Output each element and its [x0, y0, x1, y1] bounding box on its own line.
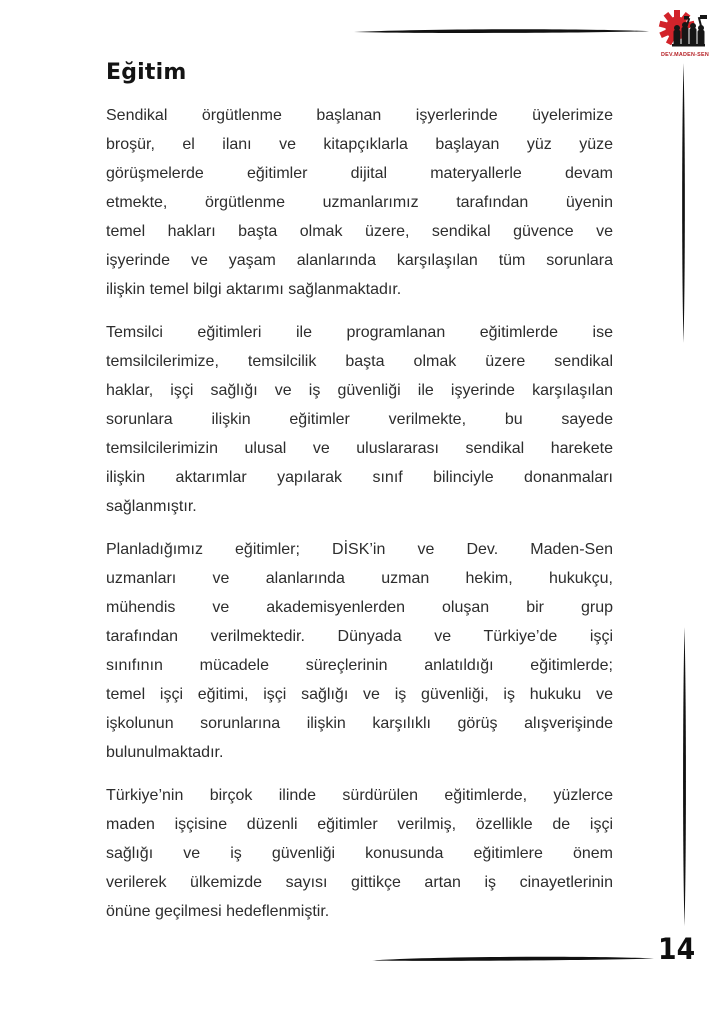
text-line: broşür, el ilanı ve kitapçıklarla başlayan yüz yüze — [106, 136, 613, 153]
text-line: bulunulmaktadır. — [106, 744, 224, 761]
text-line: verilerek ülkemizde sayısı gittikçe artan iş cinayetlerinin — [106, 874, 613, 891]
paragraph-3 — [106, 535, 613, 767]
text-line: sorunlara ilişkin eğitimler verilmekte, bu sayede — [106, 411, 613, 428]
text-line: etmekte, örgütlenme uzmanlarımız tarafından üyenin — [106, 194, 613, 211]
text-line: ilişkin temel bilgi aktarımı sağlanmaktadır. — [106, 281, 402, 298]
text-line: uzmanları ve alanlarında uzman hekim, hukukçu, — [106, 570, 613, 587]
paragraph-4 — [106, 781, 613, 926]
text-line: temel hakları başta olmak üzere, sendikal güvence ve — [106, 223, 613, 240]
text-line: Planladığımız eğitimler; DİSK’in ve Dev. Maden-Sen — [106, 541, 613, 558]
union-gear-workers-icon — [656, 6, 714, 60]
text-line: işkolunun sorunlarına ilişkin karşılıklı görüş alışverişinde — [106, 715, 613, 732]
paragraph-2 — [106, 318, 613, 521]
text-line: sağlığı ve iş güvenliği konusunda eğitimlere önem — [106, 845, 613, 862]
logo-caption: DEV.MADEN-SEN — [661, 52, 709, 58]
text-column — [106, 58, 613, 940]
paragraph-1 — [106, 101, 613, 304]
bottom-rule-stroke — [371, 954, 655, 963]
text-line: sağlanmıştır. — [106, 498, 197, 515]
text-line: mühendis ve akademisyenlerden oluşan bir grup — [106, 599, 613, 616]
page-title: Eğitim — [106, 60, 187, 85]
top-rule-stroke — [353, 27, 650, 35]
dev-maden-sen-logo — [656, 6, 714, 60]
page-number: 14 — [658, 932, 696, 966]
text-line: temsilcilerimizin ulusal ve uluslararası sendikal harekete — [106, 440, 613, 457]
text-line: Sendikal örgütlenme başlanan işyerlerinde üyelerimize — [106, 107, 613, 124]
text-line: Türkiye’nin birçok ilinde sürdürülen eğitimlerde, yüzlerce — [106, 787, 613, 804]
text-line: işyerinde ve yaşam alanlarında karşılaşılan tüm sorunlara — [106, 252, 613, 269]
text-line: maden işçisine düzenli eğitimler verilmiş, özellikle de işçi — [106, 816, 613, 833]
text-line: haklar, işçi sağlığı ve iş güvenliği ile işyerinde karşılaşılan — [106, 382, 613, 399]
right-rule-lower-stroke — [681, 626, 688, 927]
text-line: temsilcilerimize, temsilcilik başta olmak üzere sendikal — [106, 353, 613, 370]
text-line: sınıfının mücadele süreçlerinin anlatıldığı eğitimlerde; — [106, 657, 613, 674]
text-line: temel işçi eğitimi, işçi sağlığı ve iş güvenliği, iş hukuku ve — [106, 686, 613, 703]
text-line: tarafından verilmektedir. Dünyada ve Türkiye’de işçi — [106, 628, 613, 645]
right-rule-upper-stroke — [680, 62, 687, 344]
text-line: önüne geçilmesi hedeflenmiştir. — [106, 903, 330, 920]
text-line: ilişkin aktarımlar yapılarak sınıf bilinciyle donanmaları — [106, 469, 613, 486]
text-line: görüşmelerde eğitimler dijital materyallerle devam — [106, 165, 613, 182]
text-line: Temsilci eğitimleri ile programlanan eğitimlerde ise — [106, 324, 613, 341]
